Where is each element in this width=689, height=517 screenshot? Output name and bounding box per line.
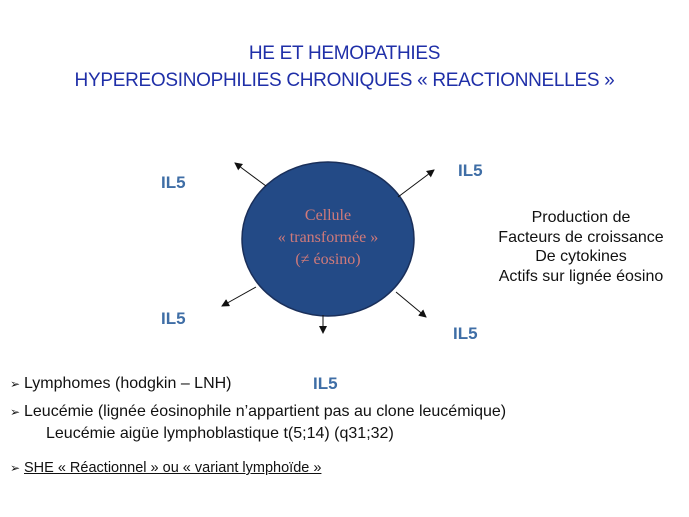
cell-label-line-1: Cellule (304, 207, 352, 224)
bullet-arrow-icon: ➢ (10, 377, 21, 391)
arrow-bottom-right (396, 292, 426, 317)
bullet-arrow-icon: ➢ (10, 405, 21, 419)
slide-title-line-2: HYPEREOSINOPHILIES CHRONIQUES « REACTIONNELLES » (74, 70, 615, 91)
arrow-top-right (398, 170, 434, 197)
bullet-she (10, 459, 321, 477)
cell-label-line-2: « transformée » (277, 229, 379, 246)
bullet-text: Lymphomes (hodgkin – LNH) (24, 375, 232, 392)
bullet-lymphomes (10, 375, 232, 393)
slide-title-line-1: HE ET HEMOPATHIES (248, 43, 441, 64)
il5-label-bottom-right: IL5 (453, 324, 478, 343)
bullet-text: SHE « Réactionnel » ou « variant lymphoïde » (24, 460, 322, 476)
production-text (476, 208, 686, 286)
il5-label-bottom: IL5 (313, 374, 338, 393)
il5-label-bottom-left: IL5 (161, 309, 186, 328)
il5-label-top-right: IL5 (458, 161, 483, 180)
production-line-2: Facteurs de croissance (498, 228, 664, 246)
bullet-leucemie (10, 403, 506, 421)
production-line-4: Actifs sur lignée éosino (498, 267, 664, 285)
il5-label-top-left: IL5 (161, 173, 186, 192)
production-line-3: De cytokines (535, 248, 627, 265)
bullet-arrow-icon: ➢ (10, 461, 21, 475)
cell-label (238, 205, 418, 271)
production-line-1: Production de (531, 209, 631, 226)
cell-label-line-3: (≠ éosino) (295, 251, 361, 268)
arrow-bottom-left (222, 287, 256, 306)
bullet-leucemie-subline: Leucémie aigüe lymphoblastique t(5;14) (q31;32) (46, 425, 394, 442)
arrow-top-left (235, 163, 266, 186)
bullet-text: Leucémie (lignée éosinophile n’appartient pas au clone leucémique) (24, 403, 507, 420)
